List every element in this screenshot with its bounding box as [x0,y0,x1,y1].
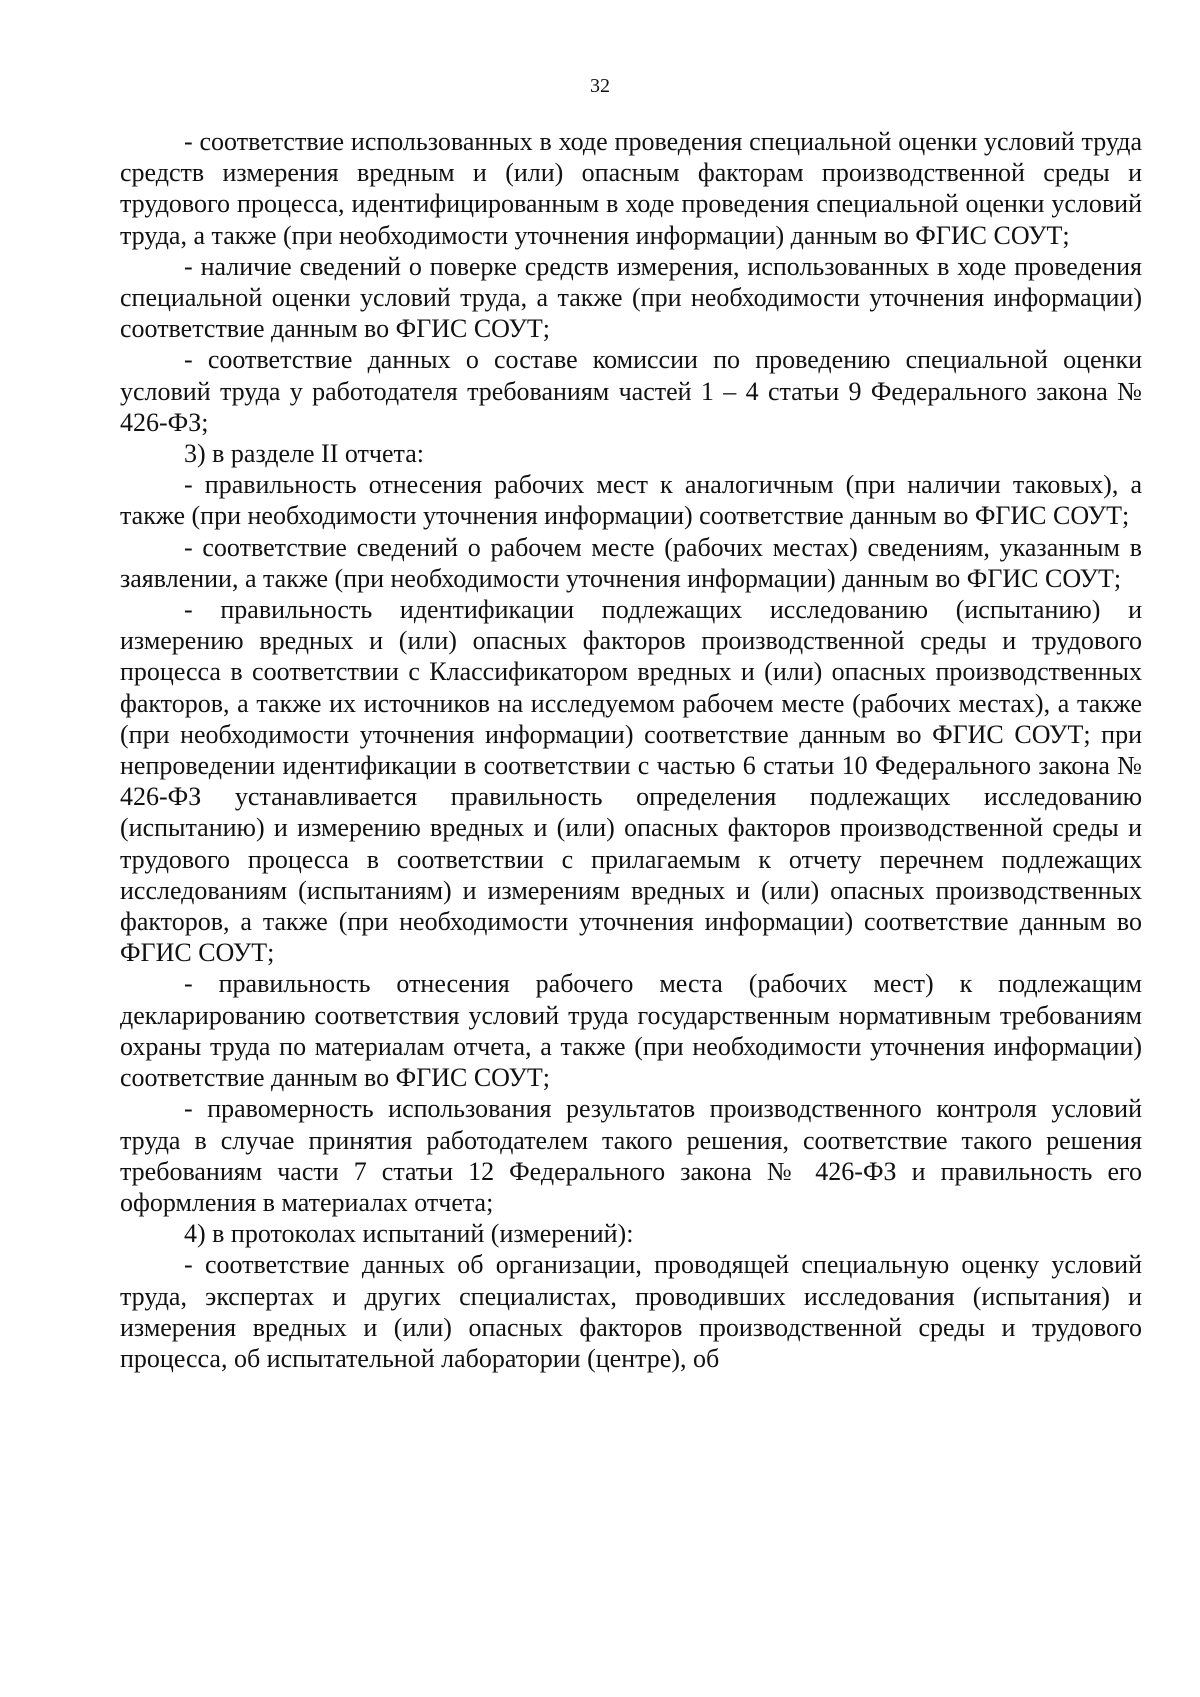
paragraph-analogous-workplaces: - правильность отнесения рабочих мест к аналогичным (при наличии таковых), а также (при необходимости уточнения информации) соответствие данным во ФГИС СОУТ; [120,470,1142,531]
paragraph-workplace-info: - соответствие сведений о рабочем месте (рабочих местах) сведениям, указанным в заявлении, а также (при необходимости уточнения информации) данным во ФГИС СОУТ; [120,532,1142,593]
paragraph-declaration: - правильность отнесения рабочего места (рабочих мест) к подлежащим декларированию соответствия условий труда государственным нормативным требованиям охраны труда по материалам отчета, а также (при необходимости уточнения информации) соответствие данным во ФГИС СОУТ; [120,969,1142,1093]
paragraph-commission-composition: - соответствие данных о составе комиссии по проведению специальной оценки условий труда у работодателя требованиям частей 1 – 4 статьи 9 Федерального закона № 426-ФЗ; [120,345,1142,437]
paragraph-section-2-heading: 3) в разделе II отчета: [184,439,424,469]
document-body [120,126,1142,1374]
paragraph-factor-identification: - правильность идентификации подлежащих исследованию (испытанию) и измерению вредных и (или) опасных факторов производственной среды и трудового процесса в соответствии с Классификатором вредных и (или) опасных производственных факторов, а также их источников на исследуемом рабочем месте (рабочих местах), а также (при необходимости уточнения информации) соответствие данным во ФГИС СОУТ; при непроведении идентификации в соответствии с частью 6 статьи 10 Федерального закона № 426-ФЗ устанавливается правильность определения подлежащих исследованию (испытанию) и измерению вредных и (или) опасных факторов производственной среды и трудового процесса в соответствии с прилагаемым к отчету перечнем подлежащих исследованиям (испытаниям) и измерениям вредных и (или) опасных производственных факторов, а также (при необходимости уточнения информации) соответствие данным во ФГИС СОУТ; [120,595,1142,968]
paragraph-measuring-instruments-compliance: - соответствие использованных в ходе проведения специальной оценки условий труда средств измерения вредным и (или) опасным факторам производственной среды и трудового процесса, идентифицированным в ходе проведения специальной оценки условий труда, а также (при необходимости уточнения информации) данным во ФГИС СОУТ; [120,127,1142,250]
paragraph-verification-info: - наличие сведений о поверке средств измерения, использованных в ходе проведения специальной оценки условий труда, а также (при необходимости уточнения информации) соответствие данным во ФГИС СОУТ; [120,251,1142,344]
paragraph-organization-data: - соответствие данных об организации, проводящей специальную оценку условий труда, экспертах и других специалистах, проводивших исследования (испытания) и измерения вредных и (или) опасных факторов производственной среды и трудового процесса, об испытательной лаборатории (центре), об [120,1250,1142,1373]
paragraph-protocols-heading: 4) в протоколах испытаний (измерений): [184,1219,634,1249]
paragraph-production-control: - правомерность использования результатов производственного контроля условий труда в случае принятия работодателем такого решения, соответствие такого решения требованиям части 7 статьи 12 Федерального закона № 426-ФЗ и правильность его оформления в материалах отчета; [120,1094,1142,1217]
page-number: 32 [590,75,610,97]
